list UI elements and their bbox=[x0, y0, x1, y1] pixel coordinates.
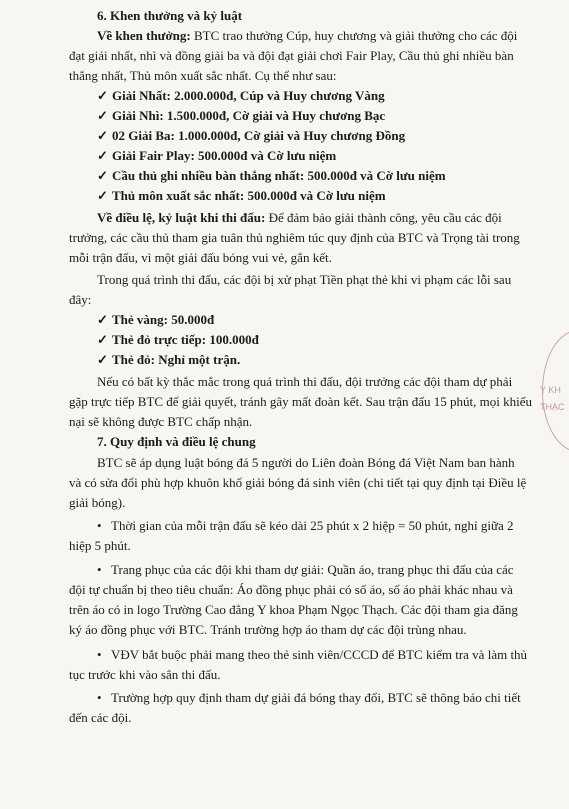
prize-item bbox=[97, 188, 386, 204]
complaint-line-3: nại sẽ không được BTC chấp nhận. bbox=[69, 414, 253, 429]
reward-paragraph-line-1 bbox=[97, 28, 517, 44]
rule-continuation: đội tự chuẩn bị theo tiêu chuẩn: Áo đồng phục phải có số áo, số áo phải khác nhau và bbox=[69, 582, 513, 597]
discipline-label: Về điều lệ, kỷ luật khi thi đấu: bbox=[97, 210, 266, 225]
section-heading-7: 7. Quy định và điều lệ chung bbox=[97, 434, 256, 449]
fine-text: Thẻ vàng: 50.000đ bbox=[112, 312, 215, 327]
check-icon: ✓ bbox=[97, 312, 108, 327]
rule-text: Trường hợp quy định tham dự giải đá bóng thay đổi, BTC sẽ thông báo chi tiết bbox=[111, 690, 521, 705]
check-icon: ✓ bbox=[97, 188, 108, 203]
prize-item bbox=[97, 108, 385, 124]
prize-text: Cầu thủ ghi nhiều bàn thắng nhất: 500.000đ và Cờ lưu niệm bbox=[112, 168, 446, 183]
reward-label: Về khen thưởng: bbox=[97, 28, 191, 43]
discipline-paragraph-line-3: mỗi trận đấu, vì một giải đấu bóng vui vẻ, gắn kết. bbox=[69, 250, 332, 265]
reward-text: BTC trao thưởng Cúp, huy chương và giải thưởng cho các đội bbox=[190, 28, 518, 43]
bullet-icon: • bbox=[97, 518, 102, 533]
rule-text: Trang phục của các đội khi tham dự giải: Quần áo, trang phục thi đấu của các bbox=[111, 562, 514, 577]
prize-text: Giải Fair Play: 500.000đ và Cờ lưu niệm bbox=[112, 148, 337, 163]
discipline-paragraph-line-1 bbox=[97, 210, 502, 226]
fine-text: Thẻ đỏ: Nghỉ một trận. bbox=[112, 352, 241, 367]
rule-bullet-line bbox=[97, 562, 514, 578]
check-icon: ✓ bbox=[97, 88, 108, 103]
fine-item bbox=[97, 312, 214, 328]
rules-intro-line-3: giải bóng). bbox=[69, 495, 126, 510]
rule-continuation: tục trước khi vào sân thi đấu. bbox=[69, 667, 221, 682]
rule-continuation: đến các đội. bbox=[69, 710, 132, 725]
rule-text: Thời gian của mỗi trận đấu sẽ kéo dài 25 phút x 2 hiệp = 50 phút, nghỉ giữa 2 bbox=[111, 518, 514, 533]
prize-item bbox=[97, 88, 385, 104]
fine-item bbox=[97, 352, 240, 368]
rule-bullet-line bbox=[97, 518, 514, 534]
rule-bullet-line bbox=[97, 690, 521, 706]
section-heading-6: 6. Khen thưởng và kỷ luật bbox=[97, 8, 243, 23]
check-icon: ✓ bbox=[97, 352, 108, 367]
stamp-text-1: Y KH bbox=[540, 385, 561, 395]
complaint-line-1: Nếu có bất kỳ thắc mắc trong quá trình thi đấu, đội trưởng các đội tham dự phải bbox=[97, 374, 513, 389]
prize-item bbox=[97, 168, 446, 184]
fine-paragraph-line-2: đây: bbox=[69, 292, 92, 307]
rule-continuation: trên áo có in logo Trường Cao đẳng Y khoa Phạm Ngọc Thạch. Các đội tham gia đăng bbox=[69, 602, 518, 617]
prize-text: Giải Nhì: 1.500.000đ, Cờ giải và Huy chương Bạc bbox=[112, 108, 386, 123]
bullet-icon: • bbox=[97, 647, 102, 662]
prize-item bbox=[97, 128, 405, 144]
fine-paragraph-line-1: Trong quá trình thi đấu, các đội bị xử phạt Tiền phạt thẻ khi vi phạm các lỗi sau bbox=[97, 272, 512, 287]
prize-text: 02 Giải Ba: 1.000.000đ, Cờ giải và Huy chương Đồng bbox=[112, 128, 406, 143]
rule-bullet-line bbox=[97, 647, 527, 663]
discipline-paragraph-line-2: trưởng, các cầu thủ tham gia tuân thủ nghiêm túc quy định của BTC và Trọng tài trong bbox=[69, 230, 520, 245]
check-icon: ✓ bbox=[97, 128, 108, 143]
prize-item bbox=[97, 148, 336, 164]
discipline-text: Để đảm bảo giải thành công, yêu cầu các đội bbox=[265, 210, 502, 225]
rules-intro-line-2: và có sửa đổi phù hợp khuôn khổ giải bóng đá sinh viên (chi tiết tại quy định tại Điều lệ bbox=[69, 475, 527, 490]
complaint-line-2: gặp trực tiếp BTC để giải quyết, tránh gây mất đoàn kết. Sau trận đấu 15 phút, mọi khiếu bbox=[69, 394, 533, 409]
check-icon: ✓ bbox=[97, 168, 108, 183]
reward-paragraph-line-2: đạt giải nhất, nhì và đồng giải ba và đội đạt giải chơi Fair Play, Cầu thủ ghi nhiều bàn bbox=[69, 48, 514, 63]
school-stamp bbox=[532, 330, 569, 450]
check-icon: ✓ bbox=[97, 108, 108, 123]
fine-text: Thẻ đỏ trực tiếp: 100.000đ bbox=[112, 332, 259, 347]
stamp-text-2: THẠC bbox=[540, 402, 565, 412]
bullet-icon: • bbox=[97, 690, 102, 705]
check-icon: ✓ bbox=[97, 148, 108, 163]
rule-text: VĐV bắt buộc phải mang theo thẻ sinh viên/CCCD để BTC kiểm tra và làm thủ bbox=[111, 647, 528, 662]
bullet-icon: • bbox=[97, 562, 102, 577]
rules-intro-line-1: BTC sẽ áp dụng luật bóng đá 5 người do Liên đoàn Bóng đá Việt Nam ban hành bbox=[97, 455, 515, 470]
rule-continuation: ký áo đồng phục với BTC. Tránh trường hợp áo tham dự các đội trùng nhau. bbox=[69, 622, 467, 637]
prize-text: Giải Nhất: 2.000.000đ, Cúp và Huy chương Vàng bbox=[112, 88, 385, 103]
rule-continuation: hiệp 5 phút. bbox=[69, 538, 131, 553]
check-icon: ✓ bbox=[97, 332, 108, 347]
fine-item bbox=[97, 332, 259, 348]
reward-paragraph-line-3: thắng nhất, Thủ môn xuất sắc nhất. Cụ thể như sau: bbox=[69, 68, 337, 83]
prize-text: Thủ môn xuất sắc nhất: 500.000đ và Cờ lưu niệm bbox=[112, 188, 386, 203]
